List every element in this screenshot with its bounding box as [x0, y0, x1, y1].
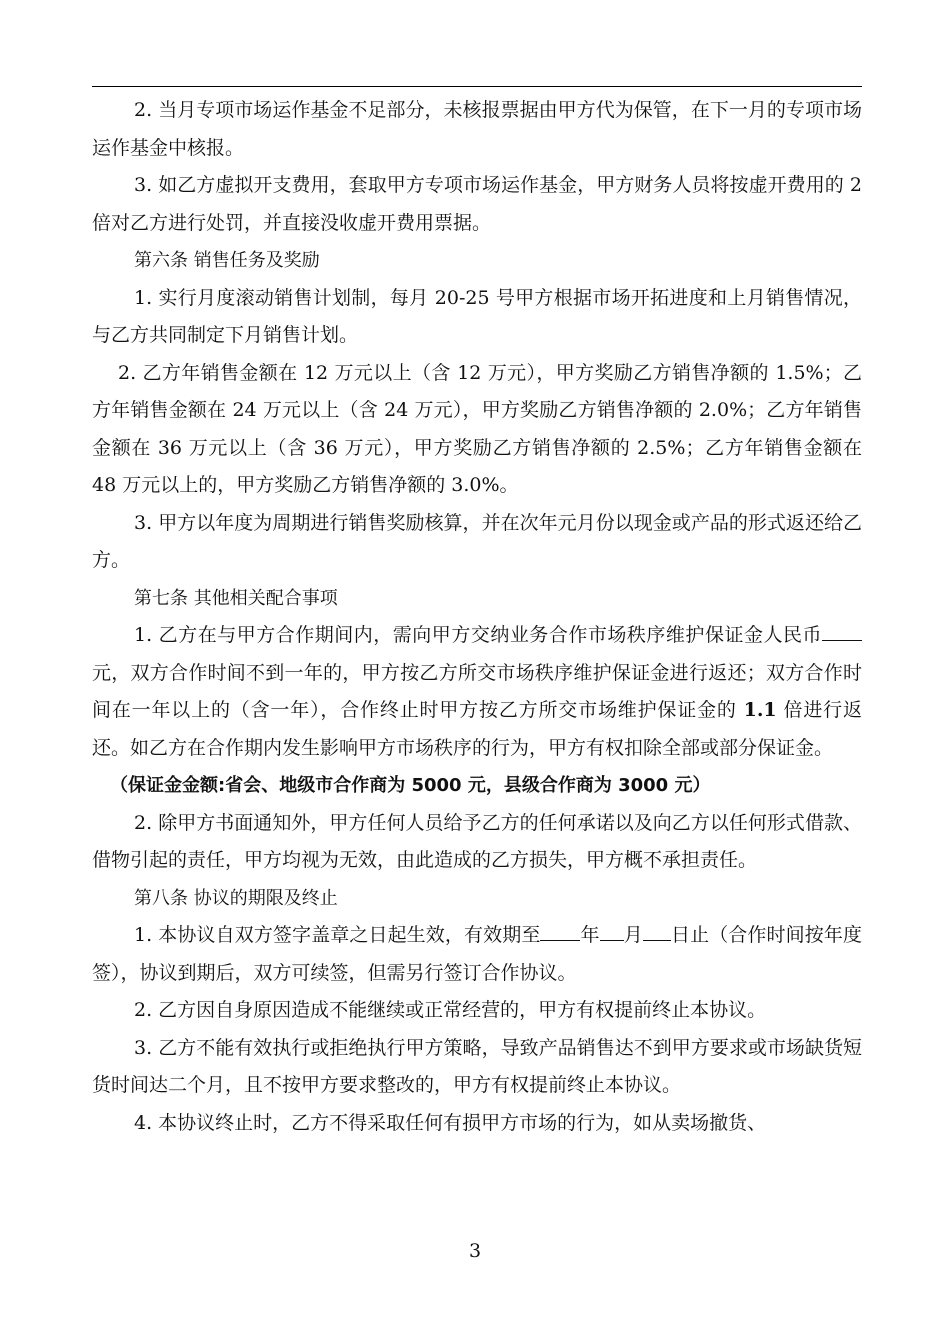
article-7-heading: 第七条 其他相关配合事项	[134, 587, 338, 609]
paragraph-5-2: 2. 当月专项市场运作基金不足部分，未核报票据由甲方代为保管，在下一月的专项市场运作基金中核报。	[92, 99, 862, 159]
document-body	[92, 92, 862, 1142]
paragraph-6-3: 3. 甲方以年度为周期进行销售奖励核算，并在次年元月份以现金或产品的形式返还给乙方。	[92, 511, 862, 571]
paragraph-6-1: 1. 实行月度滚动销售计划制，每月 20-25 号甲方根据市场开拓进度和上月销售情况，与乙方共同制定下月销售计划。	[92, 286, 862, 346]
deposit-amount-blank	[822, 639, 862, 641]
header-rule	[92, 86, 862, 87]
paragraph-7-1-part-b: 元，双方合作时间不到一年的，甲方按乙方所交市场秩序维护保证金进行返还；双方合作时间在一年以上的（含一年），合作终止时甲方按乙方所交市场维护保证金的	[92, 661, 862, 721]
return-multiplier: 1.1	[743, 699, 777, 721]
paragraph-7-1	[92, 617, 862, 767]
article-8-heading: 第八条 协议的期限及终止	[134, 887, 338, 909]
paragraph-8-2: 2. 乙方因自身原因造成不能继续或正常经营的，甲方有权提前终止本协议。	[134, 999, 767, 1021]
paragraph-8-4: 4. 本协议终止时，乙方不得采取任何有损甲方市场的行为，如从卖场撤货、	[134, 1111, 767, 1134]
page-number: 3	[468, 1240, 482, 1262]
month-blank	[600, 939, 624, 941]
paragraph-7-1-part-a: 1. 乙方在与甲方合作期间内，需向甲方交纳业务合作市场秩序维护保证金人民币	[134, 624, 822, 646]
paragraph-6-2: 2. 乙方年销售金额在 12 万元以上（含 12 万元），甲方奖励乙方销售净额的 1.5%；乙方年销售金额在 24 万元以上（含 24 万元），甲方奖励乙方销售净额的 2.0%；乙方年销售金额在 36 万元以上（含 36 万元），甲方奖励乙方销售净额的 2.5%；乙方年销售金额在 48 万元以上的，甲方奖励乙方销售净额的 3.0%。	[92, 361, 862, 496]
paragraph-8-1-part-a: 1. 本协议自双方签字盖章之日起生效，有效期至	[134, 924, 541, 946]
deposit-amount-note: （保证金金额:省会、地级市合作商为 5000 元，县级合作商为 3000 元）	[110, 775, 711, 796]
year-label: 年	[580, 924, 600, 946]
article-6-heading: 第六条 销售任务及奖励	[134, 250, 320, 271]
paragraph-8-1-part-d: 日止（合作时间按年度签），协议到期后，双方可续签，但需另行签订合作协议。	[92, 924, 862, 984]
day-blank	[643, 939, 671, 941]
paragraph-8-3: 3. 乙方不能有效执行或拒绝执行甲方策略，导致产品销售达不到甲方要求或市场缺货短货时间达二个月，且不按甲方要求整改的，甲方有权提前终止本协议。	[92, 1036, 862, 1096]
paragraph-7-2: 2. 除甲方书面通知外，甲方任何人员给予乙方的任何承诺以及向乙方以任何形式借款、借物引起的责任，甲方均视为无效，由此造成的乙方损失，甲方概不承担责任。	[92, 811, 862, 871]
month-label: 月	[623, 924, 643, 946]
paragraph-8-1	[92, 917, 862, 992]
paragraph-7-1-part-d: 倍进行返还。如乙方在合作期内发生影响甲方市场秩序的行为，甲方有权扣除全部或部分保证金。	[92, 699, 862, 759]
year-blank	[540, 939, 580, 941]
paragraph-5-3: 3. 如乙方虚拟开支费用，套取甲方专项市场运作基金，甲方财务人员将按虚开费用的 2 倍对乙方进行处罚，并直接没收虚开费用票据。	[92, 174, 862, 234]
